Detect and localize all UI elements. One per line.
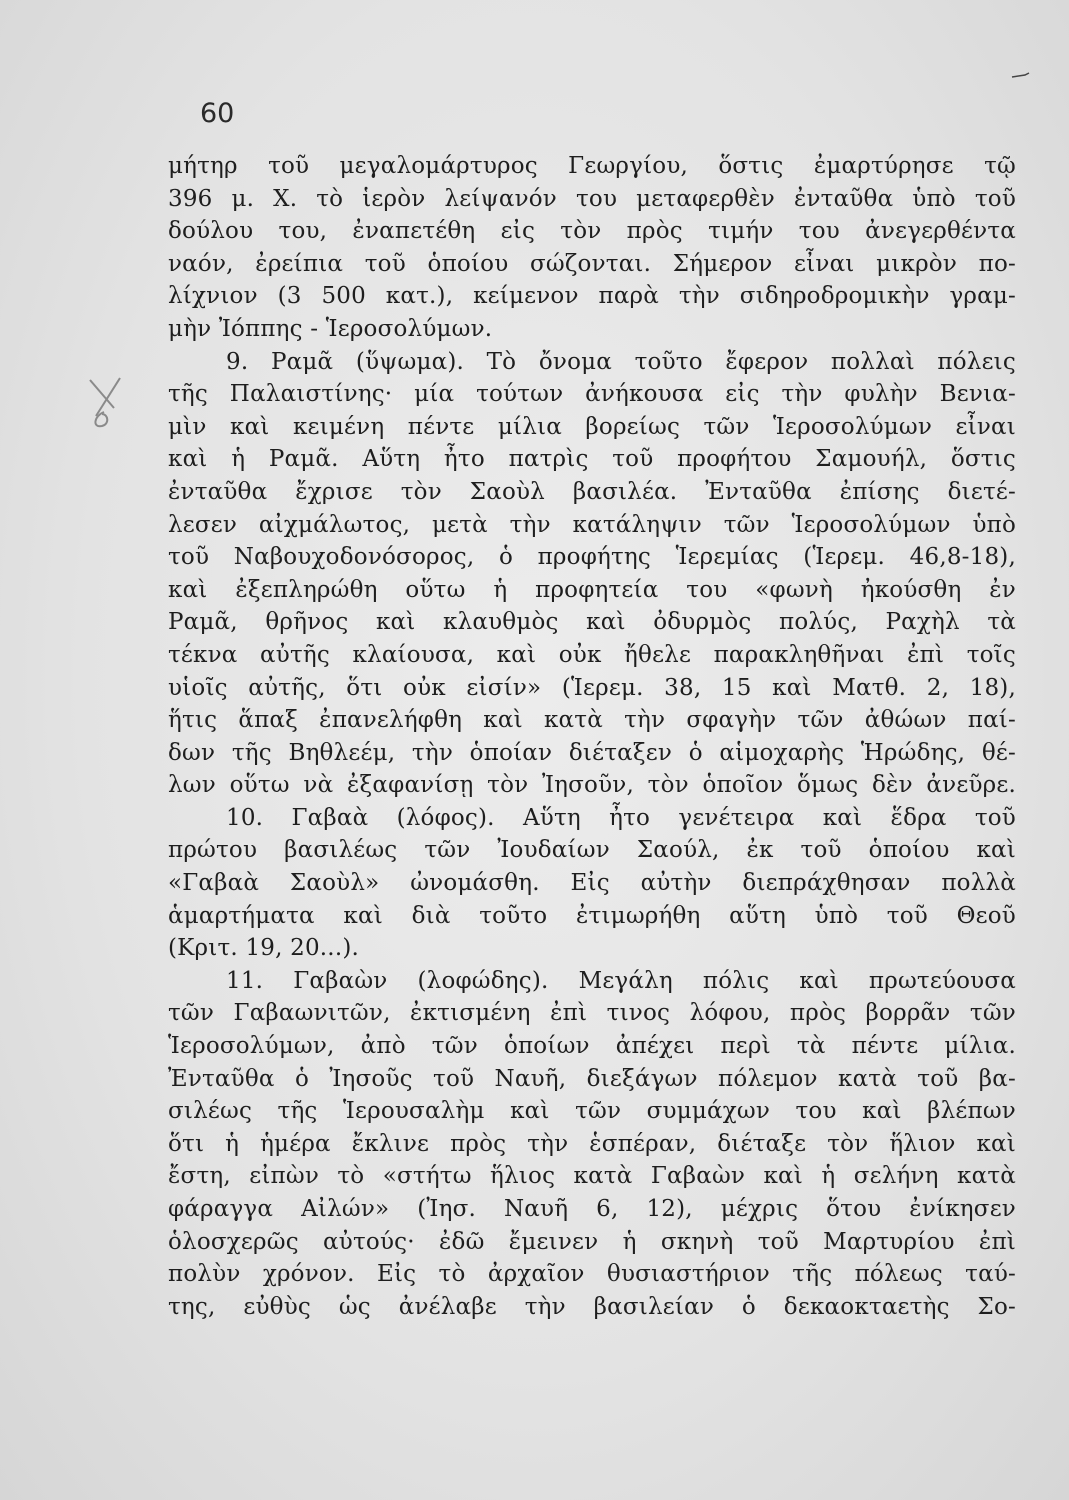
text-line: λεσεν αἰχμάλωτος, μετὰ τὴν κατάληψιν τῶν Ἱεροσολύμων ὑπὸ (168, 511, 1016, 538)
text-line: δων τῆς Βηθλεέμ, τὴν ὁποίαν διέταξεν ὁ αἱμοχαρὴς Ἡρώδης, θέ- (168, 739, 1016, 766)
text-line: φάραγγα Αἰλών» (Ἰησ. Ναυῆ 6, 12), μέχρις ὅτου ἐνίκησεν (168, 1196, 1016, 1222)
text-line: ναόν, ἐρείπια τοῦ ὁποίου σώζονται. Σήμερον εἶναι μικρὸν πο- (168, 250, 1016, 277)
text-line: τῶν Γαβαωνιτῶν, ἐκτισμένη ἐπὶ τινος λόφου, πρὸς βορρᾶν τῶν (168, 1000, 1016, 1027)
text-line: «Γαβαὰ Σαοὺλ» ὠνομάσθη. Εἰς αὐτὴν διεπράχθησαν πολλὰ (168, 870, 1016, 897)
text-line: ἔστη, εἰπὼν τὸ «στήτω ἥλιος κατὰ Γαβαὼν καὶ ἡ σελήνη κατὰ (168, 1163, 1016, 1190)
text-line: ὁλοσχερῶς αὐτούς· ἐδῶ ἔμεινεν ἡ σκηνὴ τοῦ Μαρτυρίου ἐπὶ (168, 1228, 1016, 1255)
pencil-mark-icon (84, 372, 134, 432)
text-line: πρώτου βασιλέως τῶν Ἰουδαίων Σαούλ, ἐκ τοῦ ὁποίου καὶ (168, 837, 1016, 864)
text-line: Ραμᾶ, θρῆνος καὶ κλαυθμὸς καὶ ὀδυρμὸς πολύς, Ραχὴλ τὰ (168, 609, 1016, 636)
text-line: υἱοῖς αὐτῆς, ὅτι οὐκ εἰσίν» (Ἱερεμ. 38, 15 καὶ Ματθ. 2, 18), (168, 674, 1016, 701)
text-line: τέκνα αὐτῆς κλαίουσα, καὶ οὐκ ἤθελε παρακληθῆναι ἐπὶ τοῖς (168, 641, 1016, 668)
text-line: ἐνταῦθα ἔχρισε τὸν Σαοὺλ βασιλέα. Ἐνταῦθα ἐπίσης διετέ- (168, 478, 1016, 505)
text-line: τοῦ Ναβουχοδονόσορος, ὁ προφήτης Ἱερεμίας (Ἱερεμ. 46,8-18), (168, 544, 1016, 571)
text-line: καὶ ἐξεπληρώθη οὕτω ἡ προφητεία του «φωνὴ ἠκούσθη ἐν (168, 576, 1016, 603)
text-line: καὶ ἡ Ραμᾶ. Αὕτη ἦτο πατρὶς τοῦ προφήτου Σαμουήλ, ὅστις (168, 446, 1016, 473)
text-line: δούλου του, ἐναπετέθη εἰς τὸν πρὸς τιμήν του ἀνεγερθέντα (168, 218, 1016, 245)
text-line: 396 μ. Χ. τὸ ἱερὸν λείψανόν του μεταφερθὲν ἐνταῦθα ὑπὸ τοῦ (168, 185, 1016, 212)
section-11-heading-line: 11. Γαβαὼν (λοφώδης). Μεγάλη πόλις καὶ πρωτεύουσα (226, 967, 1016, 994)
section-9-heading-line: 9. Ραμᾶ (ὕψωμα). Τὸ ὄνομα τοῦτο ἔφερον πολλαὶ πόλεις (226, 348, 1016, 375)
corner-mark-icon (1011, 66, 1031, 76)
text-line: λίχνιον (3 500 κατ.), κείμενον παρὰ τὴν σιδηροδρομικὴν γραμ- (168, 283, 1016, 310)
text-line: ἥτις ἅπαξ ἐπανελήφθη καὶ κατὰ τὴν σφαγὴν τῶν ἀθώων παί- (168, 707, 1016, 734)
text-line: Ἐνταῦθα ὁ Ἰησοῦς τοῦ Ναυῆ, διεξάγων πόλεμον κατὰ τοῦ βα- (168, 1065, 1016, 1092)
text-line: σιλέως τῆς Ἱερουσαλὴμ καὶ τῶν συμμάχων του καὶ βλέπων (168, 1098, 1016, 1125)
text-line: Ἱεροσολύμων, ἀπὸ τῶν ὁποίων ἀπέχει περὶ τὰ πέντε μίλια. (168, 1033, 1016, 1060)
text-line: μὴν Ἰόππης - Ἱεροσολύμων. (168, 315, 493, 342)
text-line: μήτηρ τοῦ μεγαλομάρτυρος Γεωργίου, ὅστις ἐμαρτύρησε τῷ (168, 153, 1016, 179)
section-10-heading-line: 10. Γαβαὰ (λόφος). Αὕτη ἦτο γενέτειρα καὶ ἕδρα τοῦ (226, 804, 1016, 831)
text-line: μὶν καὶ κειμένη πέντε μίλια βορείως τῶν Ἱεροσολύμων εἶναι (168, 413, 1016, 440)
text-line: ὅτι ἡ ἡμέρα ἔκλινε πρὸς τὴν ἑσπέραν, διέταξε τὸν ἥλιον καὶ (168, 1130, 1016, 1157)
text-line: (Κριτ. 19, 20...). (168, 935, 360, 962)
text-line: τῆς Παλαιστίνης· μία τούτων ἀνήκουσα εἰς τὴν φυλὴν Βενια- (168, 381, 1016, 408)
page-number: 60 (200, 98, 235, 129)
text-line: ἁμαρτήματα καὶ διὰ τοῦτο ἐτιμωρήθη αὕτη ὑπὸ τοῦ Θεοῦ (168, 902, 1016, 929)
text-line: πολὺν χρόνον. Εἰς τὸ ἀρχαῖον θυσιαστήριον τῆς πόλεως ταύ- (168, 1261, 1016, 1288)
body-text (168, 150, 1016, 1323)
text-line: λων οὕτω νὰ ἐξαφανίσῃ τὸν Ἰησοῦν, τὸν ὁποῖον ὅμως δὲν ἀνεῦρε. (168, 772, 1016, 799)
text-line: της, εὐθὺς ὡς ἀνέλαβε τὴν βασιλείαν ὁ δεκαοκταετὴς Σο- (168, 1293, 1016, 1320)
